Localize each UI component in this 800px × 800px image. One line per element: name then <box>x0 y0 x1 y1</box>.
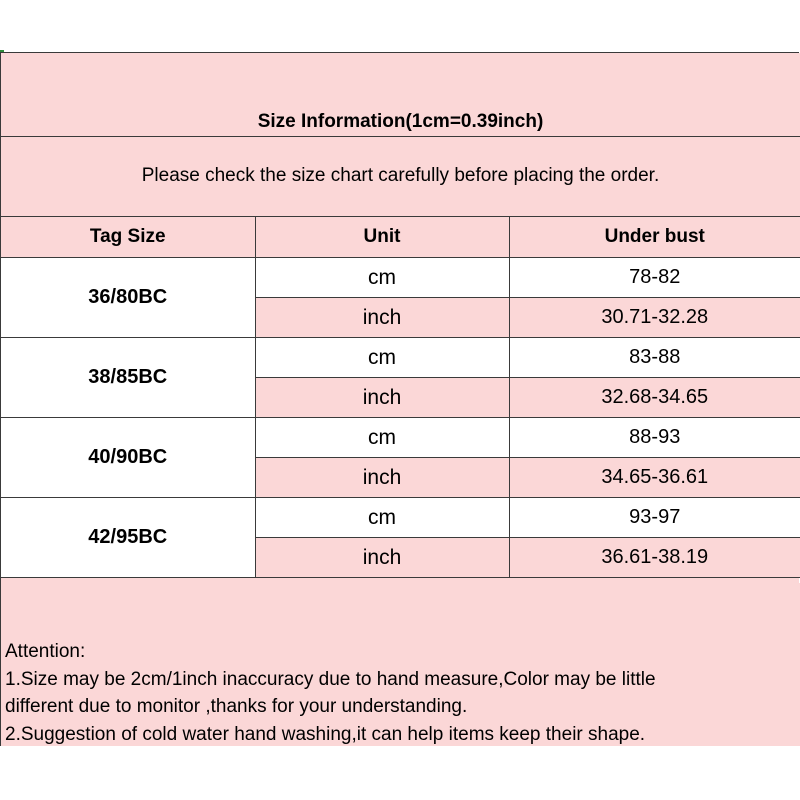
unit-cell: inch <box>255 458 509 498</box>
under-bust-cell: 88-93 <box>509 418 800 458</box>
attention-line-2: different due to monitor ,thanks for your understanding. <box>5 696 468 717</box>
table-row <box>1 338 800 378</box>
under-bust-cell: 78-82 <box>509 258 800 298</box>
unit-cell: inch <box>255 378 509 418</box>
size-chart-sheet <box>0 52 799 746</box>
header-tag-size: Tag Size <box>1 217 255 258</box>
unit-cell: inch <box>255 298 509 338</box>
under-bust-cell: 83-88 <box>509 338 800 378</box>
size-table <box>1 217 800 578</box>
attention-line-1: 1.Size may be 2cm/1inch inaccuracy due to hand measure,Color may be little <box>5 669 656 690</box>
unit-cell: cm <box>255 338 509 378</box>
tag-size-cell: 36/80BC <box>1 258 255 338</box>
under-bust-cell: 32.68-34.65 <box>509 378 800 418</box>
tag-size-cell: 42/95BC <box>1 498 255 578</box>
table-header-row <box>1 217 800 258</box>
attention-section <box>1 583 800 746</box>
unit-cell: cm <box>255 498 509 538</box>
header-under-bust: Under bust <box>509 217 800 258</box>
tag-size-cell: 38/85BC <box>1 338 255 418</box>
unit-cell: cm <box>255 258 509 298</box>
under-bust-cell: 30.71-32.28 <box>509 298 800 338</box>
notice-row <box>1 137 800 217</box>
table-row <box>1 258 800 298</box>
page-title: Size Information(1cm=0.39inch) <box>257 111 544 132</box>
tag-size-cell: 40/90BC <box>1 418 255 498</box>
attention-line-3: 2.Suggestion of cold water hand washing,it can help items keep their shape. <box>5 724 646 745</box>
table-row <box>1 498 800 538</box>
under-bust-cell: 34.65-36.61 <box>509 458 800 498</box>
title-row <box>1 53 800 137</box>
under-bust-cell: 36.61-38.19 <box>509 538 800 578</box>
under-bust-cell: 93-97 <box>509 498 800 538</box>
header-unit: Unit <box>255 217 509 258</box>
unit-cell: inch <box>255 538 509 578</box>
unit-cell: cm <box>255 418 509 458</box>
notice-text: Please check the size chart carefully before placing the order. <box>141 165 660 186</box>
table-row <box>1 418 800 458</box>
attention-heading: Attention: <box>5 641 86 662</box>
